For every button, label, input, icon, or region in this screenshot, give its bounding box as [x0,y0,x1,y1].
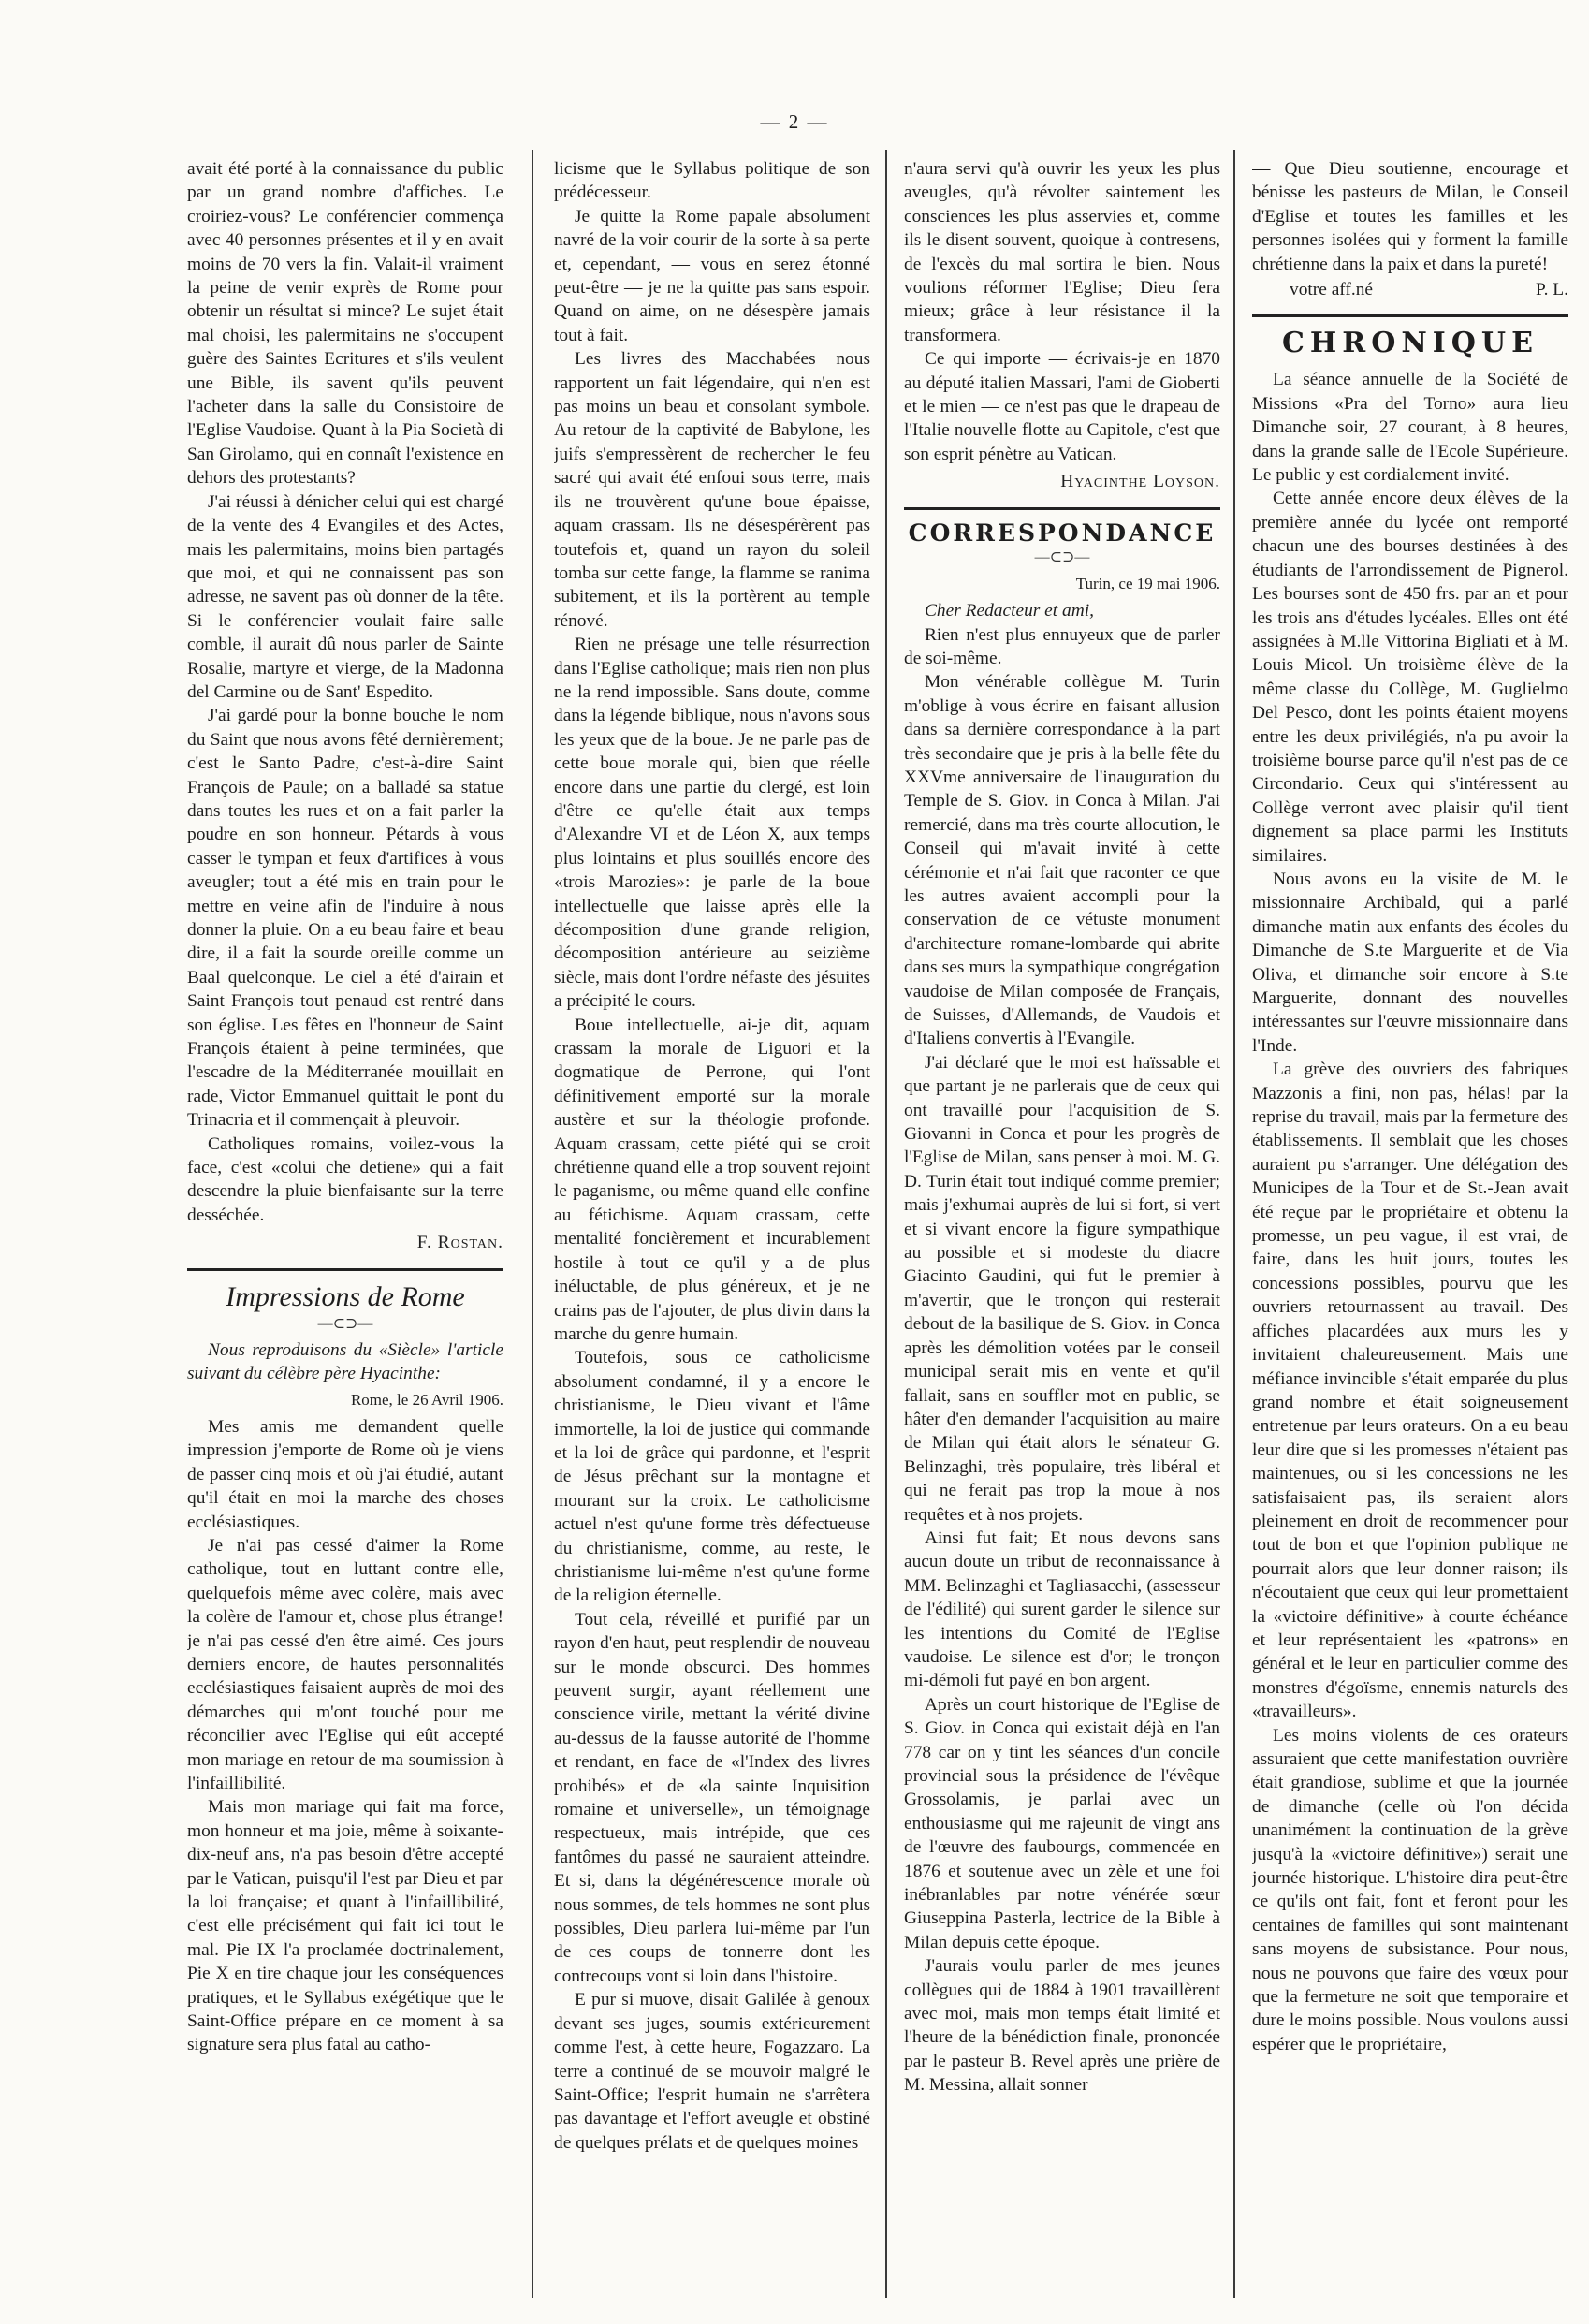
paragraph: J'ai gardé pour la bonne bouche le nom du Saint que nous avons fêté dernièrement; c'est le Santo Padre, c'est-à-dire Saint François de Paule; on a balladé sa statue dans toutes les rues et on a fait parler la poudre en son honneur. Pétards à vous casser le tympan et feux d'artifices à vous aveugler; tout a été mis en train pour le mettre en veine afin de l'induire à nous donner la pluie. On a eu beau faire et beau dire, il a fait la sourde oreille comme un Baal quelconque. Le ciel a été d'airain et Saint François tout penaud est rentré dans son église. Les fêtes en l'honneur de Saint François étaient à peine terminées, que l'escadre de la Méditerranée mouillait en rade, Victor Emmanuel quittait le pont du Trinacria et il commençait à pleuvoir. [187,706,503,1131]
paragraph: Mes amis me demandent quelle impression j'emporte de Rome où je viens de passer cinq mois et où j'ai étudié, autant qu'il était en moi la marche des choses ecclésiastiques. [187,1416,503,1532]
paragraph: Boue intellectuelle, ai-je dit, aquam crassam la morale de Liguori et la dogmatique de Perrone, qui l'ont définitivement emporté sur la morale austère et sur la théologie profonde. Aquam crassam, cette piété qui se croit chrétienne quand elle a trop souvent rejoint le paganisme, ou même quand elle confine au fétichisme. Aquam crassam, cette mentalité foncièrement et incurablement hostile à tout ce qu'il y a de plus inéluctable, de plus généreux, et je ne crains pas de l'ajouter, de plus divin dans la marche du genre humain. [554,1015,870,1344]
article-title: Impressions de Rome [226,1280,465,1312]
paragraph: n'aura servi qu'à ouvrir les yeux les plus aveugles, qu'à révolter saintement les consciences les plus asservies et, comme ils le disent souvent, quoique à contresens, de l'excès du mal sortira le bien. Nous voulions réformer l'Eglise; Dieu fera mieux; grâce à leur résistance il la transformera. [904,159,1220,345]
dateline: Rome, le 26 Avril 1906. [350,1390,503,1409]
column-3 [904,157,1220,2301]
page-number: — 2 — [760,110,829,133]
paragraph: Toutefois, sous ce catholicisme absolument condamné, il y a encore le christianisme, le Dieu vivant et l'âme immortelle, la loi de justice qui commande et la loi de grâce qui pardonne, et l'esprit de Jésus prêchant sur la montagne et mourant sur la croix. Le catholicisme actuel n'est qu'une forme très défectueuse du christianisme, comme, au reste, le christianisme lui-même n'est qu'une forme de la religion éternelle. [554,1348,870,1606]
paragraph: La séance annuelle de la Société de Missions «Pra del Torno» aura lieu Dimanche soir, 27 courant, à 8 heures, dans la grande salle de l'Ecole Supérieure. Le public y est cordialement invité. [1252,370,1568,486]
signature: Hyacinthe Loyson. [1060,472,1220,492]
section-separator [187,1268,503,1271]
paragraph: Cette année encore deux élèves de la première année du lycée ont remporté chacun une des bourses destinées à des étudiants de l'arrondissement de Pignerol. Les bourses sont de 450 frs. par an et pour les trois ans d'études lycéales. Elles ont été assignées à M.lle Vittorina Bigliati et à M. Louis Micol. Un troisième élève de la même classe du Collège, M. Guglielmo Del Pesco, dont les points étaient moyens entre les deux privilégiés, n'a pu avoir la troisième bourse parce qu'il n'est pas de ce Circondario. Ceux qui s'intéressent au Collège verront avec plaisir qu'il tient dignement sa place parmi les Instituts similaires. [1252,489,1568,866]
salutation: Cher Redacteur et ami, [925,601,1094,621]
signature: F. Rostan. [416,1233,503,1253]
section-separator [904,507,1220,510]
paragraph: — Que Dieu soutienne, encourage et bénisse les pasteurs de Milan, le Conseil d'Eglise et toutes les familles et les personnes isolées qui y forment la famille chrétienne dans la paix et dans la pureté! [1252,159,1568,274]
paragraph: Rien ne présage une telle résurrection dans l'Eglise catholique; mais rien non plus ne la rend impossible. Sans doute, comme dans la légende biblique, nous n'avons sous les yeux que de la boue. Je ne parle pas de cette boue morale qui, bien que réelle encore dans une partie du clergé, est loin d'être ce qu'elle était aux temps d'Alexandre VI et de Léon X, aux temps plus lointains et plus souillés encore des «trois Marozies»: je parle de la boue intellectuelle que laisse après elle la décomposition d'une grande religion, décomposition antérieure au seizième siècle, mais dont l'ordre néfaste des jésuites a précipité le cours. [554,635,870,1012]
ornament: —⊂⊃— [317,1315,373,1332]
paragraph: Les livres des Macchabées nous rapportent un fait légendaire, qui n'en est pas moins un beau et consolant symbole. Au retour de la captivité de Babylone, les juifs s'empressèrent de rechercher le feu sacré qui avait été enfoui sous terre, mais ils ne trouvèrent qu'une boue épaisse, aquam crassam. Ils ne désespérèrent pas toutefois et, quand un rayon du soleil tomba sur cette fange, la flamme se ranima subitement, et ils la portèrent au temple rénové. [554,349,870,631]
paragraph: Ainsi fut fait; Et nous devons sans aucun doute un tribut de reconnaissance à MM. Belinzaghi et Tagliasacchi, (assesseur de l'édilité) qui surent garder le silence sur les intentions du Comité de l'Eglise vaudoise. Le silence est d'or; le tronçon mi-démoli fut payé en bon argent. [904,1527,1220,1691]
column-rule [885,150,887,2298]
section-title: CHRONIQUE [1282,327,1538,360]
paragraph: La grève des ouvriers des fabriques Mazzonis a fini, non pas, hélas! par la reprise du travail, mais par la fermeture des établissements. Il semblait que les choses auraient pu s'arranger. Une délégation des Municipes de la Tour et de St.-Jean avait été reçue par le propriétaire et obtenu la promesse, un peu vague, il est vrai, de faire, dans les huit jours, toutes les concessions possibles, pourvu que les ouvriers retournassent au travail. Des affiches placardées aux murs les y invitaient chaleureusement. Mais une méfiance invincible s'était emparée du plus grand nombre et était soigneusement entretenue par leurs orateurs. On a eu beau leur dire que si les promesses n'étaient pas maintenues, ou si les concessions ne les satisfaisaient pas, ils seraient alors pleinement en droit de recommencer pour tout de bon et que l'opinion publique ne pourrait alors que leur donner raison; ils n'écoutaient que ceux qui leur promettaient la «victoire définitive» à courte échéance et leur représentaient les «patrons» en général et le leur en particulier comme des monstres d'égoïsme, ennemis naturels des «travailleurs». [1252,1060,1568,1722]
paragraph: Ce qui importe — écrivais-je en 1870 au député italien Massari, l'ami de Giobertі et le mien — ce n'est pas que le drapeau de l'Italie nouvelle flotte au Capitole, c'est que son esprit pénètre au Vatican. [904,349,1220,464]
paragraph: Mais mon mariage qui fait ma force, mon honneur et ma joie, même à soixante-dix-neuf ans, n'a pas besoin d'être accepté par le Vatican, puisqu'il l'est par Dieu et par la loi française; et quant à l'infaillibilité, c'est elle précisément qui fait ici tout le mal. Pie IX l'a proclamée doctrinalement, Pie X en tire chaque jour les conséquences pratiques, et le Syllabus exégétique que le Saint-Office prépare en ce moment à sa signature sera plus fatal au catho- [187,1797,503,2055]
paragraph: Rien n'est plus ennuyeux que de parler de soi-même. [904,624,1220,668]
paragraph: Je quitte la Rome papale absolument navré de la voir courir de la sorte à sa perte et, cependant, — vous en serez étonné peut-être — je ne la quitte pas sans espoir. Quand on aime, on ne désespère jamais tout à fait. [554,206,870,345]
paragraph: avait été porté à la connaissance du public par un grand nombre d'affiches. Le croiriez-vous? Le conférencier commença avec 40 personnes présentes et il y en avait moins de 70 vers la fin. Valait-il vraiment la peine de venir exprès de Rome pour obtenir un résultat si mince? Le sujet était mal choisi, les palermitains ne s'occupent guère des Saintes Ecritures et s'ils veulent une Bible, ils savent qu'ils peuvent l'acheter dans la salle du Consistoire de l'Eglise Vaudoise. Quant à la Pia Società di San Girolamo, qui en connaît l'existence en dehors des protestants? [187,159,503,489]
paragraph: Mon vénérable collègue M. Turin m'oblige à vous écrire en faisant allusion dans sa dernière correspondance à la part très secondaire que je pris à la belle fête du XXVme anniversaire de l'inauguration du Temple de S. Giov. in Conca à Milan. J'ai remercié, dans ma très courte allocution, le Conseil qui m'avait invité à cette cérémonie et n'ai fait que raconter ce que les autres avaient accompli pour la conservation de ce vétuste monument d'architecture romane-lombarde qui abrite dans ses murs la sympathique congrégation vaudoise de Milan composée de Français, de Suisses, d'Allemands, de Vaudois et d'Italiens convertis à l'Evangile. [904,672,1220,1049]
paragraph: J'ai réussi à dénicher celui qui est chargé de la vente des 4 Evangiles et des Actes, mais les palermitains, moins bien partagés que moi, et qui ne connaissent pas son adresse, ne savent pas où donner de la tête. Si le conférencier voulait faire salle comble, il aurait dû nous parler de Sainte Rosalie, martyre et vierge, de la Madonna del Carmine ou de Sant' Espedito. [187,491,503,702]
paragraph: E pur si muove, disait Galilée à genoux devant ses juges, soumis extérieurement comme l'est, à cette heure, Fogazzaro. La terre a continué de se mouvoir malgré le Saint-Office; l'esprit humain ne s'arrêtera pas davantage et l'effort aveugle et obstiné de quelques prélats et de quelques moines [554,1990,870,2153]
paragraph: licisme que le Syllabus politique de son prédécesseur. [554,159,870,203]
paragraph: Catholiques romains, voilez-vous la face, c'est «colui che detiene» qui a fait descendre la pluie bienfaisante sur la terre desséchée. [187,1133,503,1225]
column-rule [532,150,533,2298]
paragraph: Tout cela, réveillé et purifié par un rayon d'en haut, peut resplendir de nouveau sur le monde obscurci. Des hommes peuvent surgir, ayant réellement une conscience virile, mettant la vérité divine au-dessus de la fausse autorité de l'homme et rendant, en face de «l'Index des livres prohibés» et de «la sainte Inquisition romaine et universelle», un témoignage respectueux, mais intrépide, que ces fantômes du passé ne sauraient atteindre. Et si, dans la dégénérescence morale où nous sommes, de tels hommes ne sont plus possibles, Dieu parlera lui-même par l'un de ces coups de tonnerre dont les contrecoups vont si loin dans l'histoire. [554,1609,870,1986]
column-2 [554,157,870,2301]
column-4 [1252,157,1568,2301]
article-intro: Nous reproduisons du «Siècle» l'article suivant du célèbre père Hyacinthe: [187,1339,503,1384]
ornament: —⊂⊃— [1034,548,1090,565]
column-1 [187,157,503,2301]
paragraph: J'ai déclaré que le moi est haïssable et que partant je ne parlerais que de ceux qui ont travaillé pour l'acquisition de S. Giovanni in Conca et pour les progrès de l'Eglise de Milan, sans penser à moi. M. G. D. Turin était tout indiqué comme premier; mais j'exhumai auprès de lui si fort, si vert et si vivant encore la figure sympathique au possible et si modeste du diacre Giacinto Gaudini, qui fut le premier à m'avertir, que le tronçon qui resterait debout de la basilique de S. Giov. in Conca après les démolition votées par le conseil municipal serait mis en vente et qu'il fallait, sans en souffler mot en public, se hâter d'en demander l'acquisition au maire de Milan qui était alors le sénateur G. Belinzaghi, très populaire, très libéral et qui ne ferait pas trop la moue à nos requêtes et à nos projets. [904,1052,1220,1525]
paragraph: Nous avons eu la visite de M. le missionnaire Archibald, qui a parlé dimanche matin aux enfants des écoles du Dimanche de S.te Marguerite et de Via Oliva, et dimanche soir encore à S.te Marguerite, donnant des nouvelles intéressantes sur l'œuvre missionnaire dans l'Inde. [1252,869,1568,1056]
paragraph: Les moins violents de ces orateurs assuraient que cette manifestation ouvrière était grandiose, sublime et que la journée de dimanche (celle où l'on décida unanimément la continuation de la grève jusqu'à la «victoire définitive») serait une journée historique. L'histoire dira peut-être ce qu'ils ont fait, font et feront pour les centaines de familles qui sont maintenant sans moyens de subsistance. Pour nous, nous ne pouvons que faire des vœux pour que la fermeture ne soit que temporaire et dure le moins possible. Nous voulons aussi espérer que le propriétaire, [1252,1725,1568,2054]
closing: votre aff.né [1290,280,1374,300]
initials: P. L. [1535,280,1568,300]
section-separator [1252,314,1568,317]
paragraph: Après un court historique de l'Eglise de S. Giov. in Conca qui existait déjà en l'an 778 car on y tint les séances d'un concile provincial sous la présidence de l'évêque Grossolamis, je parlai avec un enthousiasme qui me rajeunit de vingt ans de l'œuvre des faubourgs, commencée en 1876 et soutenue avec un zèle et une foi inébranlables par notre vénérée sœur Giuseppina Pasterla, lectrice de la Bible à Milan depuis cette époque. [904,1694,1220,1952]
paragraph: Je n'ai pas cessé d'aimer la Rome catholique, tout en luttant contre elle, quelquefois même avec colère, mais avec la colère de l'amour et, chose plus étrange! je n'ai pas cessé d'en être aimé. Ces jours derniers encore, de hautes personnalités ecclésiastiques faisaient auprès de moi des démarches qui m'ont touché pour me réconcilier avec l'Eglise qui eût accepté mon mariage en retour de ma soumission à l'infaillibilité. [187,1535,503,1793]
column-rule [1233,150,1235,2298]
paragraph: J'aurais voulu parler de mes jeunes collègues qui de 1884 à 1901 travaillèrent avec moi, mais mon temps était limité et l'heure de la bénédiction finale, prononcée par le pasteur B. Revel après une prière de M. Messina, allait sonner [904,1956,1220,2096]
section-title: CORRESPONDANCE [908,519,1217,547]
signature-row [1252,278,1568,301]
dateline: Turin, ce 19 mai 1906. [1075,574,1220,592]
